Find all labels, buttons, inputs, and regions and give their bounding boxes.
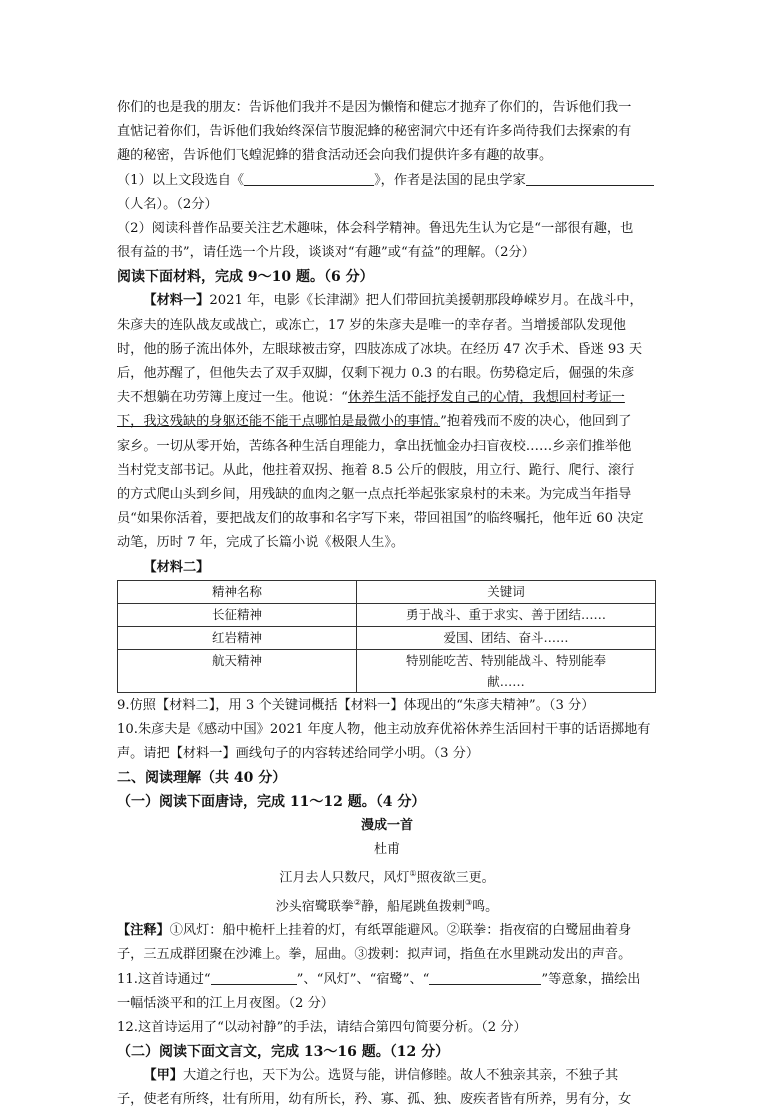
question-11: 11.这首诗通过“ ”、“风灯”、“宿鹭”、“ ”等意象，描绘出 — [117, 971, 641, 987]
material-1-line: 的方式爬山头到乡间，用残缺的血肉之躯一点点托举起张家泉村的未来。为完成当年指导 — [117, 487, 632, 503]
intro-line: 你们的也是我的朋友：告诉他们我并不是因为懒惰和健忘才抛弃了你们的，告诉他们我一 — [117, 100, 632, 115]
spirit-table — [117, 580, 656, 693]
classical-text-line: 【甲】大道之行也，天下为公。选贤与能，讲信修睦。故人不独亲其亲，不独子其 — [143, 1068, 619, 1084]
table-header: 关键词 — [357, 580, 656, 603]
intro-line: 直惦记着你们，告诉他们我始终深信节腹泥蜂的秘密洞穴中还有许多尚待我们去探索的有 — [117, 124, 632, 140]
poem-title: 漫成一首 — [360, 818, 413, 834]
answer-blank[interactable] — [244, 171, 374, 186]
table-row — [118, 649, 656, 692]
poem-notes: 【注释】①风灯：船中桅杆上挂着的灯，有纸罩能避风。②联拳：指夜宿的白鹭屈曲着身 — [117, 923, 632, 939]
poem-notes: 子，三五成群团聚在沙滩上。拳，屈曲。③拨剌：拟声词，指鱼在水里跳动发出的声音。 — [117, 947, 632, 963]
subsection-heading: （二）阅读下面文言文，完成 13～16 题。（12 分） — [117, 1044, 450, 1061]
subsection-heading: （一）阅读下面唐诗，完成 11～12 题。（4 分） — [117, 794, 426, 811]
question-1: （1）以上文段选自《 》，作者是法国的昆虫学家 — [117, 169, 657, 193]
question-2: 很有益的书”，请任选一个片段，谈谈对“有趣”或“有益”的理解。（2分） — [117, 245, 535, 261]
table-cell: 红岩精神 — [118, 626, 357, 649]
material-1-line: 【材料一】2021 年，电影《长津湖》把人们带回抗美援朝那段峥嵘岁月。在战斗中， — [143, 293, 643, 309]
table-cell: 航天精神 — [118, 649, 357, 692]
underlined-sentence: 下，我这残缺的身躯还能不能干点哪怕是最微小的事情。 — [117, 414, 441, 430]
table-header: 精神名称 — [118, 580, 357, 603]
classical-text-line: 子，使老有所终，壮有所用，幼有所长，矜、寡、孤、独、废疾者皆有所养，男有分，女 — [117, 1092, 632, 1108]
table-row — [118, 626, 656, 649]
table-header-row — [118, 580, 656, 603]
poem-author: 杜甫 — [373, 842, 400, 858]
question-9: 9.仿照【材料二】，用 3 个关键词概括【材料一】体现出的“朱彦夫精神”。（3 分） — [117, 697, 595, 713]
answer-blank[interactable] — [526, 171, 654, 186]
material-1-line: 下，我这残缺的身躯还能不能干点哪怕是最微小的事情。”抱着残而不废的决心，他回到了 — [117, 414, 632, 430]
material-1-line: 当村党支部书记。从此，他拄着双拐、拖着 8.5 公斤的假肢，用立行、跪行、爬行、滚行 — [117, 462, 635, 478]
section-heading: 阅读下面材料，完成 9～10 题。（6 分） — [117, 269, 374, 286]
intro-line: 趣的秘密，告诉他们飞蝗泥蜂的猎食活动还会向我们提供许多有趣的故事。 — [117, 148, 553, 164]
answer-blank[interactable] — [429, 970, 541, 985]
part-heading: 二、阅读理解（共 40 分） — [117, 770, 287, 787]
question-10: 10.朱彦夫是《感动中国》2021 年度人物，他主动放弃优裕休养生活回村干事的话语掷地有 — [117, 722, 651, 738]
answer-blank[interactable] — [211, 970, 297, 985]
poem-line: 沙头宿鹭联拳②静，船尾跳鱼拨剌③鸣。 — [275, 897, 499, 915]
material-1-line: 员“如果你活着，要把战友们的故事和名字写下来，带回祖国”的临终嘱托，他年近 60 决定 — [117, 511, 644, 527]
material-1-line: 夫不想躺在功劳簿上度过一生。他说：“休养生活不能抒发自己的心情，我想回村考证一 — [117, 390, 625, 406]
table-cell: 特别能吃苦、特别能战斗、特别能奉 献…… — [357, 649, 656, 692]
table-cell: 勇于战斗、重于求实、善于团结…… — [357, 603, 656, 626]
material-1-line: 时，他的肠子流出体外，左眼球被击穿，四肢冻成了冰块。在经历 47 次手术、昏迷 93 天 — [117, 341, 643, 357]
poem-line: 江月去人只数尺，风灯①照夜欲三更。 — [279, 869, 495, 886]
material-1-line: 后，他苏醒了，但他失去了双手双脚，仅剩下视力 0.3 的右眼。伤势稳定后，倔强的朱彦 — [117, 366, 635, 382]
material-2-label: 【材料二】 — [143, 559, 210, 575]
material-1-line: 家乡。一切从零开始，苦练各种生活自理能力，拿出抚恤金办扫盲夜校……乡亲们推举他 — [117, 438, 632, 454]
table-cell: 长征精神 — [118, 603, 357, 626]
question-1-tail: （人名）。（2分） — [117, 196, 218, 212]
question-12: 12.这首诗运用了“以动衬静”的手法，请结合第四句简要分析。（2 分） — [117, 1019, 527, 1035]
question-11: 一幅恬淡平和的江上月夜图。（2 分） — [117, 995, 334, 1011]
question-2: （2）阅读科普作品要关注艺术趣味，体会科学精神。鲁迅先生认为它是“一部很有趣，也 — [117, 221, 634, 237]
underlined-sentence: 休养生活不能抒发自己的心情，我想回村考证一 — [347, 390, 625, 406]
material-1-line: 动笔，历时 7 年，完成了长篇小说《极限人生》。 — [117, 535, 405, 551]
table-row — [118, 603, 656, 626]
question-10: 声。请把【材料一】画线句子的内容转述给同学小明。（3 分） — [117, 746, 480, 762]
material-1-line: 朱彦夫的连队战友或战亡，或冻亡，17 岁的朱彦夫是唯一的幸存者。当增援部队发现他 — [117, 317, 626, 333]
document-page — [117, 96, 657, 1113]
table-cell: 爱国、团结、奋斗…… — [357, 626, 656, 649]
